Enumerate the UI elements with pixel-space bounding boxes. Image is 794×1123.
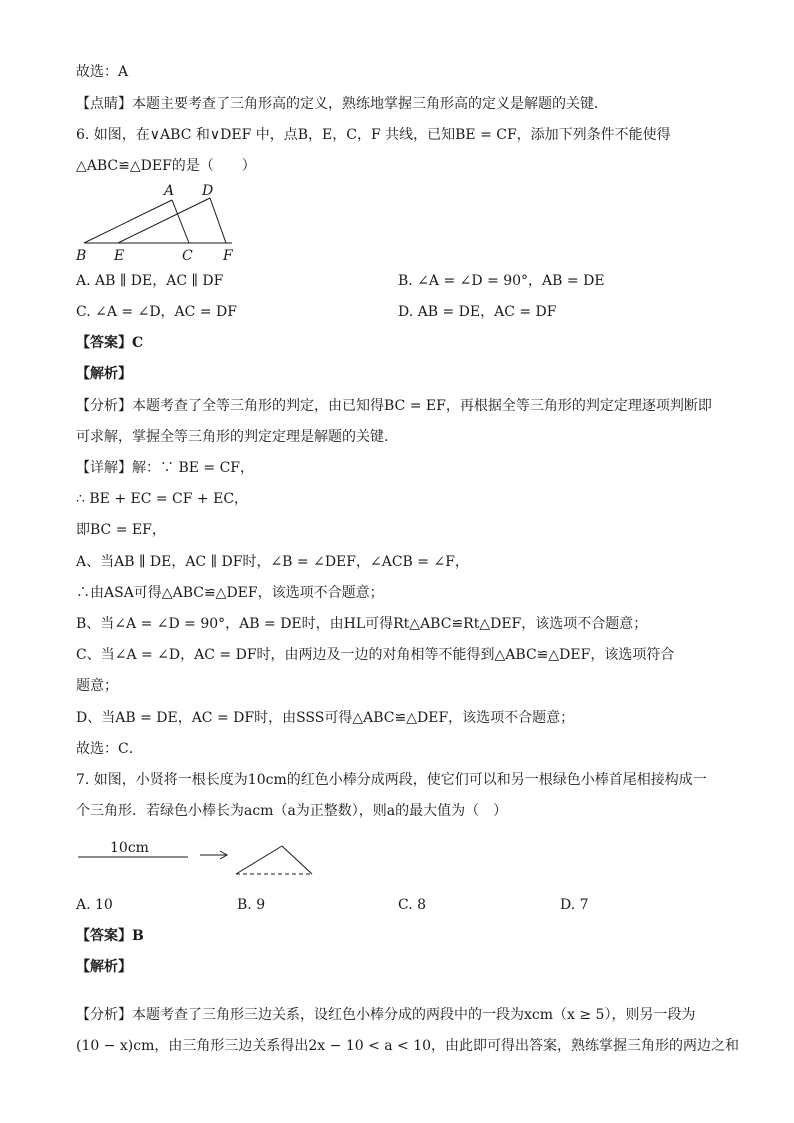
label-F: F bbox=[223, 248, 233, 264]
question-6-stem: 6. 如图，在∨ABC 和∨DEF 中，点B，E，C，F 共线，已知BE = CF，添加下列条件不能使得 bbox=[76, 127, 671, 143]
analysis-heading-7: 【解析】 bbox=[76, 959, 132, 975]
stick-length-label: 10cm bbox=[110, 840, 149, 856]
answer-label: 【答案】C bbox=[76, 335, 144, 351]
analysis-line-1: 【分析】本题考查了全等三角形的判定，由已知得BC = EF，再根据全等三角形的判定定理逐项判断即 bbox=[76, 398, 712, 414]
analysis-heading: 【解析】 bbox=[76, 366, 132, 382]
segment-DF bbox=[210, 198, 226, 243]
analysis-7-line-1: 【分析】本题考查了三角形三边关系，设红色小棒分成的两段中的一段为xcm（x ≥ 5），则另一段为 bbox=[76, 1007, 696, 1023]
q7-option-b: B. 9 bbox=[237, 897, 266, 913]
detail-line-3: 即BC = EF， bbox=[76, 522, 166, 538]
segment-ED bbox=[118, 198, 210, 243]
label-B: B bbox=[76, 248, 87, 264]
answer-label-7: 【答案】B bbox=[76, 928, 144, 944]
segment-BA bbox=[84, 200, 172, 243]
stick-triangle-figure bbox=[76, 830, 326, 880]
q7-option-c: C. 8 bbox=[398, 897, 427, 913]
question-6-stem-cont: △ABC≌△DEF的是（ ） bbox=[76, 158, 256, 174]
text-line-2: 【点睛】本题主要考查了三角形高的定义，熟练地掌握三角形高的定义是解题的关键． bbox=[76, 96, 608, 112]
q6-option-a: A. AB ∥ DE，AC ∥ DF bbox=[76, 273, 224, 289]
detail-line-6: B、当∠A = ∠D = 90°，AB = DE时，由HL可得Rt△ABC≌Rt△DEF，该选项不合题意； bbox=[76, 616, 648, 632]
segment-AC bbox=[172, 200, 189, 243]
detail-line-7: C、当∠A = ∠D，AC = DF时，由两边及一边的对角相等不能得到△ABC≌△DEF，该选项符合 bbox=[76, 647, 675, 663]
q6-option-c: C. ∠A = ∠D，AC = DF bbox=[76, 304, 237, 320]
detail-line-2: ∴ BE + EC = CF + EC， bbox=[76, 491, 249, 507]
detail-line-1: 【详解】解：∵ BE = CF， bbox=[76, 460, 255, 476]
label-E: E bbox=[114, 248, 125, 264]
detail-line-10: 故选：C． bbox=[76, 741, 143, 757]
analysis-7-line-2: (10 − x)cm，由三角形三边关系得出2x − 10 < a < 10，由此即可得出答案，熟练掌握三角形的两边之和 bbox=[76, 1038, 740, 1054]
label-A: A bbox=[164, 183, 175, 199]
detail-line-5: ∴由ASA可得△ABC≌△DEF，该选项不合题意； bbox=[76, 585, 384, 601]
triangle-figure bbox=[74, 180, 244, 266]
triangle-right-side bbox=[282, 846, 312, 874]
text-line-1: 故选：A bbox=[76, 64, 129, 80]
detail-line-8: 题意； bbox=[76, 678, 118, 694]
q7-option-a: A. 10 bbox=[76, 897, 113, 913]
q6-option-d: D. AB = DE，AC = DF bbox=[398, 304, 557, 320]
detail-line-4: A、当AB ∥ DE，AC ∥ DF时，∠B = ∠DEF，∠ACB = ∠F， bbox=[76, 554, 469, 570]
label-C: C bbox=[182, 248, 193, 264]
question-7-stem-cont: 个三角形．若绿色小棒长为acm（a为正整数），则a的最大值为（ ） bbox=[76, 803, 508, 819]
q7-option-d: D. 7 bbox=[560, 897, 589, 913]
analysis-line-2: 可求解，掌握全等三角形的判定定理是解题的关键． bbox=[76, 429, 398, 445]
label-D: D bbox=[202, 183, 214, 199]
q6-option-b: B. ∠A = ∠D = 90°，AB = DE bbox=[398, 273, 605, 289]
question-7-stem: 7. 如图，小贤将一根长度为10cm的红色小棒分成两段，使它们可以和另一根绿色小棒首尾相接构成一 bbox=[76, 772, 707, 788]
detail-line-9: D、当AB = DE，AC = DF时，由SSS可得△ABC≌△DEF，该选项不合题意； bbox=[76, 710, 575, 726]
triangle-left-side bbox=[236, 846, 282, 874]
